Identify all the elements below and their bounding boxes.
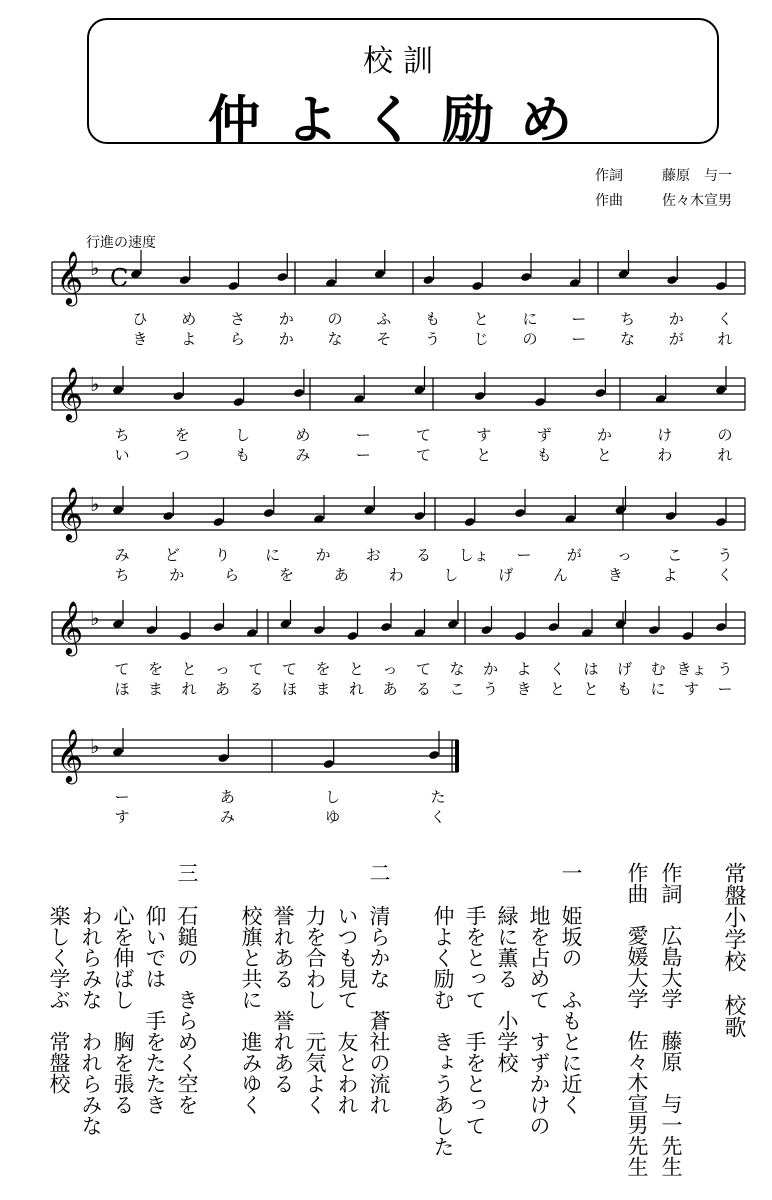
lyric-syllable: と — [348, 660, 365, 678]
lyric-syllable: ふ — [376, 310, 392, 328]
lyric-syllable: と — [596, 446, 612, 464]
verse-1-line-4: 手をとって 手をとって — [463, 905, 487, 1136]
lyric-syllable: く — [717, 566, 733, 584]
note-head — [534, 397, 546, 407]
lyric-syllable: ど — [164, 546, 180, 564]
lyric-syllable: れ — [181, 680, 197, 698]
verse-1-line-2: 地を占めて すずかけの — [527, 905, 551, 1136]
lyric-syllable: あ — [214, 680, 231, 698]
lyric-syllable: しょ — [458, 546, 489, 564]
treble-clef-icon: 𝄞 — [56, 366, 84, 420]
lyric-syllable: し — [235, 426, 251, 444]
lyric-syllable: け — [657, 426, 673, 444]
lyric-syllable: と — [476, 446, 492, 464]
lyric-syllable: は — [583, 660, 599, 678]
lyric-syllable: れ — [717, 446, 733, 464]
note-head — [428, 750, 440, 760]
note-head — [414, 511, 426, 521]
verse-3-number: 三 — [175, 862, 199, 883]
note-head — [179, 275, 191, 285]
lyric-syllable: み — [219, 808, 235, 826]
lyric-syllable: さ — [229, 310, 246, 328]
subtitle: 校訓 — [363, 44, 443, 79]
lyric-syllable: る — [415, 680, 432, 698]
lyric-syllable: み — [295, 446, 311, 464]
lyric-syllable: き — [132, 330, 148, 348]
verse-3-line-2: 仰いでは 手をたたき — [143, 905, 167, 1115]
note-head — [323, 759, 335, 769]
lyric-syllable: な — [449, 660, 465, 678]
lyric-syllable: し — [443, 566, 459, 584]
lyric-syllable: を — [315, 660, 331, 678]
note-head — [213, 622, 225, 632]
lyric-syllable: か — [596, 426, 612, 444]
lyricist-label: 作詞 — [595, 168, 623, 184]
lyric-syllable: て — [415, 446, 432, 464]
lyric-syllable: わ — [388, 566, 404, 584]
note-head — [481, 625, 493, 635]
note-head — [666, 275, 678, 285]
lyric-syllable: きょ — [676, 660, 707, 678]
note-head — [380, 622, 392, 632]
lyric-syllable: の — [327, 310, 343, 328]
lyric-syllable: っ — [382, 660, 398, 678]
lyric-syllable: と — [549, 680, 566, 698]
note-head — [293, 388, 305, 398]
verse-2-line-3: 力を合わし 元気よく — [303, 905, 327, 1115]
lyric-syllable: き — [516, 680, 532, 698]
lyric-syllable: す — [476, 426, 492, 444]
lyric-syllable: ず — [536, 426, 552, 444]
lyric-syllable: ほ — [114, 680, 130, 698]
lyric-syllable: も — [536, 446, 552, 464]
common-time-icon: C — [110, 264, 129, 292]
lyric-syllable: じ — [473, 330, 489, 348]
lyric-syllable: く — [717, 310, 733, 328]
flat-icon: ♭ — [90, 734, 100, 758]
lyric-syllable: ま — [147, 680, 164, 698]
lyric-syllable: れ — [717, 330, 733, 348]
lyric-syllable: こ — [449, 680, 465, 698]
lyric-syllable: あ — [219, 788, 235, 806]
lyric-syllable: か — [315, 546, 331, 564]
lyric-syllable: よ — [662, 566, 678, 584]
tempo-marking: 行進の速度 — [86, 235, 156, 251]
lyric-syllable: み — [114, 546, 130, 564]
lyric-syllable: を — [278, 566, 294, 584]
verse-1-line-3: 緑に薫る 小学校 — [495, 905, 519, 1073]
note-head — [514, 508, 526, 518]
lyric-syllable: っ — [616, 546, 633, 564]
lyric-syllable: と — [583, 680, 599, 698]
verse-1-line-1: 姫坂の ふもとに近く — [559, 905, 583, 1115]
verse-3-line-5: 楽しく学ぶ 常盤校 — [47, 905, 71, 1094]
lyric-syllable: ー — [114, 788, 130, 806]
lyric-syllable: ら — [229, 330, 246, 348]
verse-2-line-1: 清らかな 蒼社の流れ — [367, 905, 391, 1115]
verse-3-line-4: われらみな われらみな — [79, 905, 103, 1136]
lyric-syllable: ほ — [281, 680, 298, 698]
lyric-syllable: る — [415, 546, 432, 564]
lyric-syllable: お — [365, 546, 381, 564]
lyric-syllable: な — [619, 330, 636, 348]
lyric-syllable: ー — [571, 330, 587, 348]
lyric-syllable: よ — [181, 330, 197, 348]
lyric-syllable: に — [265, 546, 281, 564]
note-head — [682, 631, 694, 641]
lyric-syllable: ー — [516, 546, 532, 564]
treble-clef-icon: 𝄞 — [56, 250, 84, 304]
flat-icon: ♭ — [90, 256, 100, 280]
note-head — [179, 631, 191, 641]
note-head — [474, 391, 486, 401]
note-head — [520, 272, 532, 282]
lyric-syllable: う — [424, 330, 441, 348]
lyric-syllable: す — [683, 680, 700, 698]
note-head — [347, 631, 359, 641]
lyric-syllable: ー — [355, 426, 371, 444]
lyric-syllable: き — [607, 566, 623, 584]
lyric-syllable: ん — [553, 566, 569, 584]
lyric-syllable: げ — [616, 660, 633, 678]
note-head — [665, 511, 677, 521]
lyric-syllable: め — [295, 426, 311, 444]
treble-clef-icon: 𝄞 — [56, 486, 84, 540]
lyric-syllable: り — [214, 546, 231, 564]
composer-line: 作曲 愛媛大学 佐々木宣男先生 — [625, 862, 649, 1177]
lyric-syllable: て — [114, 660, 130, 678]
note-head — [715, 517, 727, 527]
lyric-syllable: を — [147, 660, 164, 678]
lyric-syllable: て — [281, 660, 298, 678]
lyric-syllable: す — [114, 808, 130, 826]
lyric-syllable: わ — [657, 446, 673, 464]
lyric-syllable: よ — [516, 660, 532, 678]
lyric-syllable: な — [327, 330, 343, 348]
lyric-syllable: ひ — [132, 310, 148, 328]
lyric-syllable: が — [668, 330, 684, 348]
treble-clef-icon: 𝄞 — [56, 728, 84, 782]
note-head — [313, 625, 325, 635]
note-head — [233, 397, 245, 407]
lyric-syllable: も — [424, 310, 441, 328]
note-head — [162, 511, 174, 521]
lyric-syllable: あ — [333, 566, 349, 584]
lyricist-name: 藤原 与一 — [662, 168, 732, 184]
note-head — [471, 281, 483, 291]
lyric-syllable: か — [169, 566, 185, 584]
lyric-syllable: つ — [174, 446, 190, 464]
flat-icon: ♭ — [90, 492, 100, 516]
lyric-syllable: む — [650, 660, 666, 678]
composer-label: 作曲 — [595, 193, 623, 209]
lyric-syllable: と — [181, 660, 197, 678]
note-head — [594, 388, 606, 398]
lyric-syllable: か — [278, 310, 294, 328]
lyric-syllable: あ — [382, 680, 398, 698]
lyric-syllable: う — [717, 660, 733, 678]
verse-3-line-1: 石鎚の きらめく空を — [175, 905, 199, 1115]
lyric-syllable: も — [616, 680, 633, 698]
flat-icon: ♭ — [90, 372, 100, 396]
lyric-syllable: も — [235, 446, 251, 464]
flat-icon: ♭ — [90, 606, 100, 630]
note-head — [263, 508, 275, 518]
note-head — [217, 753, 229, 763]
lyric-syllable: れ — [348, 680, 365, 698]
lyric-syllable: う — [482, 680, 499, 698]
lyric-syllable: ゆ — [325, 808, 341, 826]
lyric-syllable: か — [482, 660, 499, 678]
verse-3-line-3: 心を伸ばし 胸を張る — [111, 905, 135, 1115]
note-head — [514, 631, 526, 641]
lyric-syllable: め — [181, 310, 197, 328]
lyric-syllable: の — [717, 426, 733, 444]
note-head — [715, 622, 727, 632]
lyric-syllable: に — [650, 680, 666, 698]
lyricist-line: 作詞 広島大学 藤原 与一先生 — [659, 862, 683, 1177]
lyric-syllable: く — [430, 808, 446, 826]
lyric-syllable: い — [114, 446, 130, 464]
lyric-syllable: こ — [667, 546, 683, 564]
note-head — [213, 517, 225, 527]
note-head — [715, 281, 727, 291]
treble-clef-icon: 𝄞 — [56, 600, 84, 654]
lyric-syllable: に — [522, 310, 538, 328]
verse-1-line-5: 仲よく励む きょうあした — [431, 905, 455, 1157]
lyric-syllable: ま — [315, 680, 331, 698]
lyric-syllable: く — [549, 660, 566, 678]
verse-2-line-2: いつも見て 友とわれ — [335, 905, 359, 1115]
note-head — [464, 517, 476, 527]
lyric-syllable: か — [668, 310, 684, 328]
note-head — [228, 281, 240, 291]
verse-1-number: 一 — [559, 862, 583, 883]
verse-2-line-5: 校旗と共に 進みゆく — [239, 905, 263, 1115]
lyric-syllable: て — [415, 426, 432, 444]
lyric-syllable: ー — [571, 310, 587, 328]
note-head — [172, 391, 184, 401]
lyric-syllable: し — [325, 788, 341, 806]
lyric-syllable: ち — [619, 310, 636, 328]
lyric-syllable: た — [430, 788, 446, 806]
lyric-syllable: か — [278, 330, 294, 348]
lyric-syllable: を — [174, 426, 190, 444]
note-head — [648, 625, 660, 635]
lyric-syllable: げ — [498, 566, 514, 584]
lyric-syllable: ち — [114, 426, 130, 444]
lyric-syllable: っ — [214, 660, 231, 678]
lyric-syllable: ら — [224, 566, 240, 584]
lyric-syllable: そ — [376, 330, 392, 348]
page-title: 仲よく励め — [207, 90, 598, 151]
lyric-syllable: る — [248, 680, 264, 698]
composer-name: 佐々木宣男 — [662, 193, 732, 209]
lyric-syllable: が — [566, 546, 582, 564]
lyric-syllable: の — [522, 330, 538, 348]
lyric-syllable: て — [415, 660, 432, 678]
lyric-syllable: う — [717, 546, 733, 564]
lyric-syllable: ち — [114, 566, 130, 584]
lyric-syllable: と — [473, 310, 489, 328]
note-head — [146, 625, 158, 635]
note-head — [276, 272, 288, 282]
note-head — [548, 622, 560, 632]
lyric-syllable: ー — [717, 680, 733, 698]
note-head — [423, 275, 435, 285]
verse-2-number: 二 — [367, 862, 391, 883]
school-song-title: 常盤小学校 校歌 — [721, 862, 746, 1038]
lyric-syllable: ー — [355, 446, 371, 464]
verse-2-line-4: 誉れある 誉れある — [271, 905, 295, 1094]
lyric-syllable: て — [248, 660, 264, 678]
